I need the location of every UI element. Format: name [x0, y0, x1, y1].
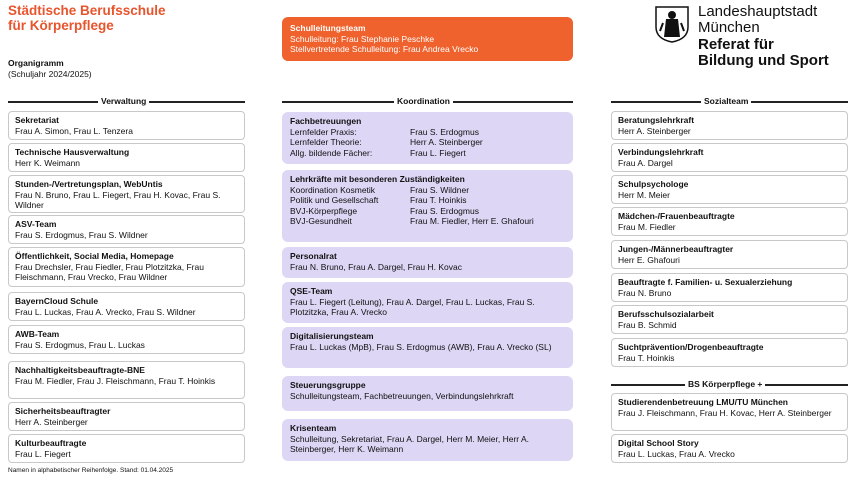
box-title: Mädchen-/Frauenbeauftragte	[618, 211, 735, 221]
box-title: Technische Hausverwaltung	[15, 147, 130, 157]
box-beratungslehrkraft	[611, 111, 848, 140]
box-text: Herr A. Steinberger	[15, 416, 88, 427]
box-qse-team	[282, 282, 573, 323]
verwaltung-label: Verwaltung	[98, 95, 149, 107]
box-sozialarbeit	[611, 305, 848, 334]
box-text: Frau N. Bruno	[618, 287, 672, 298]
box-text: Frau L. Fiegert (Leitung), Frau A. Dargel, Frau L. Luckas, Frau S. Plotzitzka, Frau A. Vrecko	[290, 296, 535, 317]
row-key: Allg. bildende Fächer:	[290, 147, 373, 158]
school-title-line2: für Körperpflege	[8, 18, 114, 33]
row-value: Herr A. Steinberger	[410, 137, 483, 147]
box-text: Frau N. Bruno, Frau L. Fiegert, Frau H. Kovac, Frau S. Wildner	[15, 189, 221, 210]
box-sicherheit	[8, 402, 245, 431]
row-value: Frau S. Erdogmus	[410, 205, 479, 216]
box-krisenteam	[282, 419, 573, 461]
box-title: Suchtprävention/Drogenbeauftragte	[618, 342, 764, 352]
box-bayerncloud	[8, 292, 245, 321]
box-asv-team	[8, 215, 245, 244]
organigramm-heading	[8, 58, 92, 79]
box-text: Frau Drechsler, Frau Fiedler, Frau Plotzitzka, Frau Fleischmann, Frau Vrecko, Frau Wildner	[15, 261, 204, 282]
box-title: AWB-Team	[15, 329, 60, 339]
box-studierendenbetreuung	[611, 393, 848, 431]
box-jungenbeauftragter	[611, 240, 848, 269]
box-personalrat	[282, 247, 573, 278]
box-text: Frau T. Hoinkis	[618, 352, 675, 363]
box-text: Herr A. Steinberger	[618, 125, 691, 136]
box-title: Digitalisierungsteam	[290, 331, 374, 341]
box-title: Fachbetreuungen	[290, 116, 362, 126]
verwaltung-header	[8, 95, 245, 107]
box-sekretariat	[8, 111, 245, 140]
koordination-label: Koordination	[394, 95, 453, 107]
logo-line3: Referat für	[698, 36, 774, 53]
city-logo	[652, 5, 842, 71]
school-title-line1: Städtische Berufsschule	[8, 3, 166, 18]
box-stundenplan	[8, 175, 245, 213]
box-text: Frau L. Fiegert	[15, 448, 71, 459]
box-title: Berufsschulsozialarbeit	[618, 309, 714, 319]
koordination-header	[282, 95, 573, 107]
school-year: (Schuljahr 2024/2025)	[8, 68, 92, 79]
sozialteam-header	[611, 95, 848, 107]
box-title: Steuerungsgruppe	[290, 380, 366, 390]
box-text: Schulleitungsteam, Fachbetreuungen, Verbindungslehrkraft	[290, 390, 514, 401]
row-key: BVJ-Körperpflege	[290, 205, 358, 216]
box-text: Frau S. Erdogmus, Frau L. Luckas	[15, 339, 145, 350]
box-nachhaltigkeit	[8, 361, 245, 399]
box-title: Krisenteam	[290, 423, 337, 433]
box-text: Frau L. Luckas, Frau A. Vrecko	[618, 448, 735, 459]
box-title: Schulpsychologe	[618, 179, 689, 189]
box-text: Frau J. Fleischmann, Frau H. Kovac, Herr A. Steinberger	[618, 407, 832, 418]
leadership-line1: Schulleitung: Frau Stephanie Peschke	[290, 33, 435, 44]
row-key: Lernfelder Praxis:	[290, 126, 357, 137]
box-awb-team	[8, 325, 245, 354]
leadership-box	[282, 17, 573, 61]
row-key: Lernfelder Theorie:	[290, 137, 362, 147]
box-text: Frau A. Dargel	[618, 157, 673, 168]
box-text: Herr M. Meier	[618, 189, 670, 200]
box-title: Nachhaltigkeitsbeauftragte-BNE	[15, 365, 145, 375]
box-digitalisierung	[282, 327, 573, 368]
box-title: Beauftragte f. Familien- u. Sexualerziehung	[618, 277, 793, 287]
fachbetreuungen-table	[290, 127, 565, 159]
box-title: Beratungslehrkraft	[618, 115, 695, 125]
bs-header	[611, 378, 848, 390]
box-fachbetreuungen	[282, 112, 573, 164]
box-text: Schulleitung, Sekretariat, Frau A. Dargel, Herr M. Meier, Herr A. Steinberger, Herr K. Weimann	[290, 433, 530, 454]
box-verbindungslehrkraft	[611, 143, 848, 172]
row-value: Frau L. Fiegert	[410, 147, 466, 158]
box-schulpsychologe	[611, 175, 848, 204]
logo-line2: München	[698, 19, 760, 36]
box-oeffentlichkeit	[8, 247, 245, 287]
box-text: Frau M. Fiedler	[618, 221, 676, 232]
organigramm-title: Organigramm	[8, 58, 64, 68]
box-title: Sicherheitsbeauftragter	[15, 406, 111, 416]
box-sexualerziehung	[611, 273, 848, 302]
row-value: Frau S. Erdogmus	[410, 126, 479, 137]
box-text: Herr E. Ghafouri	[618, 254, 680, 265]
row-value: Frau M. Fiedler, Herr E. Ghafouri	[410, 216, 534, 226]
box-maedchenbeauftragte	[611, 207, 848, 236]
box-text: Frau L. Luckas (MpB), Frau S. Erdogmus (AWB), Frau A. Vrecko (SL)	[290, 341, 552, 352]
box-title: Jungen-/Männerbeauftragter	[618, 244, 734, 254]
row-key: Politik und Gesellschaft	[290, 195, 379, 205]
box-suchtpraevention	[611, 338, 848, 367]
box-title: Studierendenbetreuung LMU/TU München	[618, 397, 788, 407]
box-title: Verbindungslehrkraft	[618, 147, 704, 157]
row-key: Koordination Kosmetik	[290, 184, 376, 195]
box-text: Herr K. Weimann	[15, 157, 81, 168]
row-key: BVJ-Gesundheit	[290, 216, 352, 226]
box-title: ASV-Team	[15, 219, 57, 229]
box-lehrkraefte	[282, 170, 573, 242]
box-hausverwaltung	[8, 143, 245, 172]
box-text: Frau L. Luckas, Frau A. Vrecko, Frau S. Wildner	[15, 306, 196, 317]
row-value: Frau S. Wildner	[410, 184, 470, 195]
box-text: Frau N. Bruno, Frau A. Dargel, Frau H. Kovac	[290, 261, 462, 272]
box-text: Frau A. Simon, Frau L. Tenzera	[15, 125, 133, 136]
box-text: Frau M. Fiedler, Frau J. Fleischmann, Frau T. Hoinkis	[15, 375, 216, 386]
box-title: Lehrkräfte mit besonderen Zuständigkeiten	[290, 174, 465, 184]
logo-line1: Landeshauptstadt	[698, 3, 818, 20]
lehrkraefte-table	[290, 185, 565, 227]
box-title: Sekretariat	[15, 115, 59, 125]
box-kultur	[8, 434, 245, 463]
box-title: QSE-Team	[290, 286, 333, 296]
box-digital-school-story	[611, 434, 848, 463]
bs-label: BS Körperpflege +	[685, 378, 765, 390]
box-title: Kulturbeauftragte	[15, 438, 87, 448]
box-title: Stunden-/Vertretungsplan, WebUntis	[15, 179, 163, 189]
sozialteam-label: Sozialteam	[701, 95, 751, 107]
school-title	[8, 3, 166, 33]
box-text: Frau B. Schmid	[618, 319, 677, 330]
box-text: Frau S. Erdogmus, Frau S. Wildner	[15, 229, 148, 240]
logo-line4: Bildung und Sport	[698, 52, 829, 69]
munich-crest-icon	[652, 5, 692, 43]
box-steuerungsgruppe	[282, 376, 573, 411]
footer-note: Namen in alphabetischer Reihenfolge. Stand: 01.04.2025	[8, 467, 174, 474]
row-value: Frau T. Hoinkis	[410, 195, 467, 205]
leadership-line2: Stellvertretende Schulleitung: Frau Andrea Vrecko	[290, 44, 479, 54]
leadership-title: Schulleitungsteam	[290, 23, 366, 33]
box-title: Öffentlichkeit, Social Media, Homepage	[15, 251, 174, 261]
box-title: Digital School Story	[618, 438, 699, 448]
box-title: BayernCloud Schule	[15, 296, 99, 306]
box-title: Personalrat	[290, 251, 337, 261]
